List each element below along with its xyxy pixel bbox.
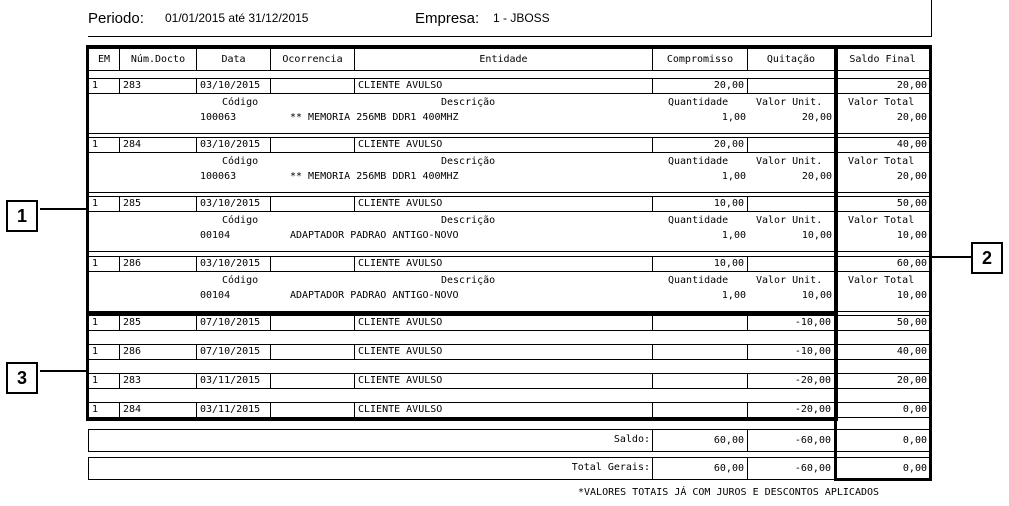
item-2-valor-total-header: Valor Total	[848, 215, 915, 226]
doc-row-2-entidade: CLIENTE AVULSO	[354, 196, 653, 212]
doc-row-3-ocorrencia	[270, 256, 355, 272]
doc-row-1-ocorrencia	[270, 137, 355, 153]
payment-row-0-saldo: 50,00	[834, 315, 931, 331]
doc-row-3-entidade: CLIENTE AVULSO	[354, 256, 653, 272]
payment-row-1-data: 07/10/2015	[196, 344, 271, 360]
payment-row-1-em: 1	[88, 344, 120, 360]
item-2-descricao: ADAPTADOR PADRAO ANTIGO-NOVO	[290, 230, 459, 241]
payment-row-1-quitacao: -10,00	[747, 344, 835, 360]
empresa-value: 1 - JBOSS	[493, 11, 550, 25]
doc-row-2-saldo: 50,00	[834, 196, 931, 212]
doc-row-3-num: 286	[119, 256, 197, 272]
total-gerais-quitacao: -60,00	[747, 457, 835, 480]
item-0-valor-unit: 20,00	[801, 112, 832, 123]
payment-row-1-compromisso	[652, 344, 748, 360]
column-header-ocorrencia: Ocorrencia	[270, 48, 355, 71]
doc-row-0-quitacao	[747, 78, 835, 94]
item-2-valor-unit-header: Valor Unit.	[756, 215, 823, 226]
payment-row-2-quitacao: -20,00	[747, 373, 835, 389]
payment-row-3-data: 03/11/2015	[196, 402, 271, 418]
column-header-em: EM	[88, 48, 120, 71]
item-0-descricao: ** MEMORIA 256MB DDR1 400MHZ	[290, 112, 459, 123]
payment-row-1-num: 286	[119, 344, 197, 360]
total-saldo-saldo-final: 0,00	[834, 429, 931, 452]
doc-row-0-data: 03/10/2015	[196, 78, 271, 94]
item-1-codigo-header: Código	[222, 156, 259, 167]
total-saldo-label: Saldo:	[613, 434, 650, 445]
doc-row-1-compromisso: 20,00	[652, 137, 748, 153]
payment-row-0-em: 1	[88, 315, 120, 331]
item-3-valor-total-header: Valor Total	[848, 275, 915, 286]
doc-row-3-em: 1	[88, 256, 120, 272]
item-3-valor-unit: 10,00	[801, 290, 832, 301]
doc-row-0-saldo: 20,00	[834, 78, 931, 94]
doc-row-2-compromisso: 10,00	[652, 196, 748, 212]
doc-row-1-saldo: 40,00	[834, 137, 931, 153]
total-gerais-label: Total Gerais:	[571, 462, 650, 473]
doc-row-0-em: 1	[88, 78, 120, 94]
doc-row-2-ocorrencia	[270, 196, 355, 212]
item-1-codigo: 100063	[200, 171, 237, 182]
total-gerais-compromisso: 60,00	[652, 457, 748, 480]
item-1-valor-unit: 20,00	[801, 171, 832, 182]
column-header-saldo-final: Saldo Final	[834, 48, 931, 71]
item-0-codigo: 100063	[200, 112, 237, 123]
payment-row-3-quitacao: -20,00	[747, 402, 835, 418]
item-3-codigo-header: Código	[222, 275, 259, 286]
payment-row-2-data: 03/11/2015	[196, 373, 271, 389]
item-3-codigo: 00104	[200, 290, 231, 301]
callout-3: 3	[6, 362, 38, 394]
doc-row-0-num: 283	[119, 78, 197, 94]
empresa-label: Empresa:	[415, 10, 480, 27]
payment-row-3-em: 1	[88, 402, 120, 418]
callout-3-leader	[40, 370, 86, 372]
doc-row-1-em: 1	[88, 137, 120, 153]
total-gerais-saldo-final: 0,00	[834, 457, 931, 480]
payment-row-2-ocorrencia	[270, 373, 355, 389]
payment-row-3-num: 284	[119, 402, 197, 418]
payment-row-3-entidade: CLIENTE AVULSO	[354, 402, 653, 418]
payment-row-3-saldo: 0,00	[834, 402, 931, 418]
item-0-codigo-header: Código	[222, 97, 259, 108]
payment-row-1-ocorrencia	[270, 344, 355, 360]
doc-row-1-data: 03/10/2015	[196, 137, 271, 153]
doc-row-2-data: 03/10/2015	[196, 196, 271, 212]
doc-row-0-compromisso: 20,00	[652, 78, 748, 94]
callout-2: 2	[971, 242, 1003, 274]
doc-row-3-data: 03/10/2015	[196, 256, 271, 272]
payment-row-2-em: 1	[88, 373, 120, 389]
item-2-valor-unit: 10,00	[801, 230, 832, 241]
footnote: *VALORES TOTAIS JÁ COM JUROS E DESCONTOS APLICADOS	[578, 487, 880, 498]
item-1-quantidade-header: Quantidade	[668, 156, 729, 167]
payment-row-3-compromisso	[652, 402, 748, 418]
item-2-descricao-header: Descrição	[441, 215, 496, 226]
item-3-descricao-header: Descrição	[441, 275, 496, 286]
payment-row-0-ocorrencia	[270, 315, 355, 331]
item-0-valor-total-header: Valor Total	[848, 97, 915, 108]
doc-row-3-quitacao	[747, 256, 835, 272]
doc-row-1-entidade: CLIENTE AVULSO	[354, 137, 653, 153]
periodo-value: 01/01/2015 até 31/12/2015	[165, 11, 309, 25]
payment-row-0-entidade: CLIENTE AVULSO	[354, 315, 653, 331]
item-3-valor-unit-header: Valor Unit.	[756, 275, 823, 286]
column-header-num-docto: Núm.Docto	[119, 48, 197, 71]
payment-row-2-saldo: 20,00	[834, 373, 931, 389]
payment-row-2-compromisso	[652, 373, 748, 389]
item-2-valor-total: 10,00	[896, 230, 927, 241]
item-2-codigo: 00104	[200, 230, 231, 241]
payment-row-0-compromisso	[652, 315, 748, 331]
item-0-valor-unit-header: Valor Unit.	[756, 97, 823, 108]
item-3-valor-total: 10,00	[896, 290, 927, 301]
total-saldo-quitacao: -60,00	[747, 429, 835, 452]
callout-2-leader	[932, 256, 972, 258]
item-1-valor-total: 20,00	[896, 171, 927, 182]
item-0-descricao-header: Descrição	[441, 97, 496, 108]
column-header-compromisso: Compromisso	[652, 48, 748, 71]
payment-row-3-ocorrencia	[270, 402, 355, 418]
payment-row-0-data: 07/10/2015	[196, 315, 271, 331]
doc-row-0-ocorrencia	[270, 78, 355, 94]
item-1-valor-unit-header: Valor Unit.	[756, 156, 823, 167]
item-1-descricao: ** MEMORIA 256MB DDR1 400MHZ	[290, 171, 459, 182]
item-2-quantidade: 1,00	[721, 230, 746, 241]
item-0-quantidade-header: Quantidade	[668, 97, 729, 108]
item-3-descricao: ADAPTADOR PADRAO ANTIGO-NOVO	[290, 290, 459, 301]
doc-row-2-quitacao	[747, 196, 835, 212]
item-2-codigo-header: Código	[222, 215, 259, 226]
doc-row-1-num: 284	[119, 137, 197, 153]
item-3-quantidade-header: Quantidade	[668, 275, 729, 286]
payment-row-2-entidade: CLIENTE AVULSO	[354, 373, 653, 389]
doc-row-2-em: 1	[88, 196, 120, 212]
payment-row-0-num: 285	[119, 315, 197, 331]
item-2-quantidade-header: Quantidade	[668, 215, 729, 226]
total-saldo-compromisso: 60,00	[652, 429, 748, 452]
item-1-descricao-header: Descrição	[441, 156, 496, 167]
report-header	[88, 0, 932, 37]
periodo-label: Periodo:	[88, 10, 144, 27]
payment-row-1-entidade: CLIENTE AVULSO	[354, 344, 653, 360]
column-header-data: Data	[196, 48, 271, 71]
column-header-quitacao: Quitação	[747, 48, 835, 71]
callout-1: 1	[6, 200, 38, 232]
doc-row-2-num: 285	[119, 196, 197, 212]
doc-row-3-saldo: 60,00	[834, 256, 931, 272]
item-3-quantidade: 1,00	[721, 290, 746, 301]
item-0-valor-total: 20,00	[896, 112, 927, 123]
item-1-valor-total-header: Valor Total	[848, 156, 915, 167]
item-1-quantidade: 1,00	[721, 171, 746, 182]
column-header-entidade: Entidade	[354, 48, 653, 71]
payment-row-1-saldo: 40,00	[834, 344, 931, 360]
doc-row-3-compromisso: 10,00	[652, 256, 748, 272]
item-0-quantidade: 1,00	[721, 112, 746, 123]
callout-1-leader	[40, 208, 86, 210]
payment-row-0-quitacao: -10,00	[747, 315, 835, 331]
payment-row-2-num: 283	[119, 373, 197, 389]
doc-row-0-entidade: CLIENTE AVULSO	[354, 78, 653, 94]
doc-row-1-quitacao	[747, 137, 835, 153]
